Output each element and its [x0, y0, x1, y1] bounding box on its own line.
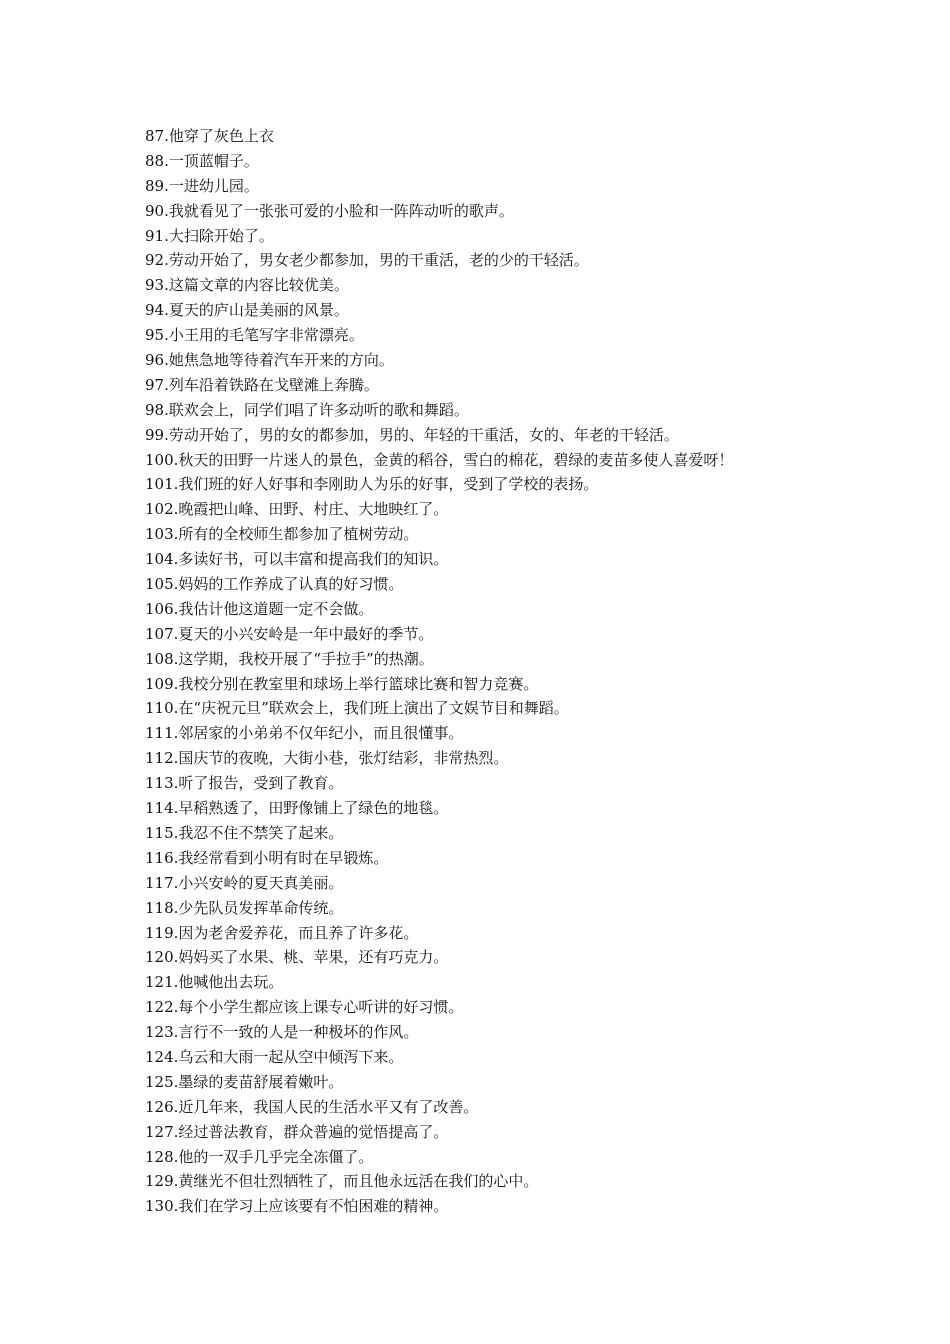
sentence-line: 129.黄继光不但壮烈牺牲了，而且他永远活在我们的心中。 — [145, 1172, 539, 1191]
sentence-line: 97.列车沿着铁路在戈壁滩上奔腾。 — [145, 375, 379, 394]
sentence-line: 102.晚霞把山峰、田野、村庄、大地映红了。 — [145, 500, 449, 519]
sentence-list — [145, 124, 905, 1219]
sentence-line: 110.在“庆祝元旦”联欢会上，我们班上演出了文娱节目和舞蹈。 — [145, 699, 569, 718]
sentence-line: 123.言行不一致的人是一种极坏的作风。 — [145, 1023, 419, 1042]
sentence-line: 105.妈妈的工作养成了认真的好习惯。 — [145, 575, 404, 594]
sentence-line: 106.我估计他这道题一定不会做。 — [145, 599, 374, 618]
sentence-line: 108.这学期，我校开展了“手拉手”的热潮。 — [145, 649, 434, 668]
sentence-line: 90.我就看见了一张张可爱的小脸和一阵阵动听的歌声。 — [145, 201, 514, 220]
sentence-line: 104.多读好书，可以丰富和提高我们的知识。 — [145, 550, 449, 569]
sentence-line: 88.一顶蓝帽子。 — [145, 151, 259, 170]
sentence-line: 128.他的一双手几乎完全冻僵了。 — [145, 1147, 374, 1166]
sentence-line: 118.少先队员发挥革命传统。 — [145, 898, 344, 917]
sentence-line: 103.所有的全校师生都参加了植树劳动。 — [145, 525, 419, 544]
sentence-line: 119.因为老舍爱养花，而且养了许多花。 — [145, 923, 419, 942]
sentence-line: 112.国庆节的夜晚，大街小巷，张灯结彩，非常热烈。 — [145, 749, 509, 768]
sentence-line: 100.秋天的田野一片迷人的景色，金黄的稻谷，雪白的棉花，碧绿的麦苗多使人喜爱呀！ — [145, 450, 734, 469]
sentence-line: 101.我们班的好人好事和李刚助人为乐的好事，受到了学校的表扬。 — [145, 475, 599, 494]
sentence-line: 92.劳动开始了，男女老少都参加，男的干重活，老的少的干轻活。 — [145, 251, 589, 270]
sentence-line: 126.近几年来，我国人民的生活水平又有了改善。 — [145, 1097, 479, 1116]
sentence-line: 114.早稻熟透了，田野像铺上了绿色的地毯。 — [145, 799, 449, 818]
sentence-line: 125.墨绿的麦苗舒展着嫩叶。 — [145, 1072, 344, 1091]
sentence-line: 95.小王用的毛笔写字非常漂亮。 — [145, 326, 364, 345]
sentence-line: 115.我忍不住不禁笑了起来。 — [145, 823, 344, 842]
sentence-line: 87.他穿了灰色上衣 — [145, 127, 274, 145]
sentence-line: 91.大扫除开始了。 — [145, 226, 274, 245]
sentence-line: 121.他喊他出去玩。 — [145, 973, 284, 992]
sentence-line: 120.妈妈买了水果、桃、苹果，还有巧克力。 — [145, 948, 449, 967]
sentence-line: 99.劳动开始了，男的女的都参加，男的、年轻的干重活，女的、年老的干轻活。 — [145, 425, 679, 444]
sentence-line: 111.邻居家的小弟弟不仅年纪小，而且很懂事。 — [145, 724, 464, 743]
sentence-line: 127.经过普法教育，群众普遍的觉悟提高了。 — [145, 1122, 449, 1141]
sentence-line: 107.夏天的小兴安岭是一年中最好的季节。 — [145, 624, 434, 643]
sentence-line: 130.我们在学习上应该要有不怕困难的精神。 — [145, 1197, 449, 1216]
sentence-line: 122.每个小学生都应该上课专心听讲的好习惯。 — [145, 998, 464, 1017]
sentence-line: 117.小兴安岭的夏天真美丽。 — [145, 873, 344, 892]
sentence-line: 93.这篇文章的内容比较优美。 — [145, 276, 349, 295]
sentence-line: 96.她焦急地等待着汽车开来的方向。 — [145, 351, 394, 370]
sentence-line: 109.我校分别在教室里和球场上举行篮球比赛和智力竞赛。 — [145, 674, 539, 693]
sentence-line: 113.听了报告，受到了教育。 — [145, 774, 344, 793]
sentence-line: 116.我经常看到小明有时在早锻炼。 — [145, 848, 389, 867]
sentence-line: 98.联欢会上，同学们唱了许多动听的歌和舞蹈。 — [145, 400, 469, 419]
sentence-line: 89.一进幼儿园。 — [145, 176, 259, 195]
sentence-line: 94.夏天的庐山是美丽的风景。 — [145, 301, 349, 320]
sentence-line: 124.乌云和大雨一起从空中倾泻下来。 — [145, 1047, 404, 1066]
